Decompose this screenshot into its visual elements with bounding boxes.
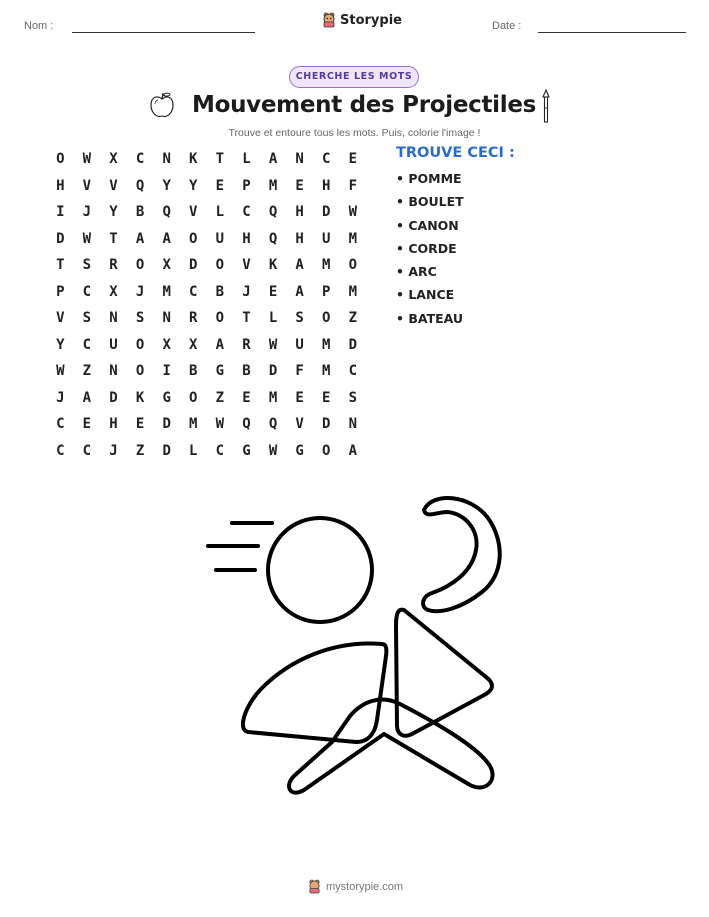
- grid-cell[interactable]: C: [82, 283, 92, 300]
- grid-row: [47, 358, 366, 385]
- grid-cell[interactable]: R: [242, 336, 251, 353]
- grid-cell[interactable]: E: [348, 151, 358, 168]
- brand-logo: [322, 12, 402, 28]
- grid-cell[interactable]: H: [109, 416, 118, 433]
- grid-cell[interactable]: C: [242, 204, 251, 221]
- word-search-grid: [47, 146, 366, 464]
- grid-cell[interactable]: Q: [242, 416, 251, 433]
- grid-cell[interactable]: M: [322, 363, 331, 380]
- grid-cell[interactable]: U: [215, 230, 225, 247]
- wing-shape: [243, 643, 386, 742]
- grid-cell[interactable]: E: [322, 389, 331, 406]
- grid-cell[interactable]: M: [322, 257, 331, 274]
- grid-cell[interactable]: O: [215, 257, 225, 274]
- grid-cell[interactable]: T: [242, 310, 251, 327]
- grid-cell[interactable]: B: [215, 283, 225, 300]
- grid-cell[interactable]: D: [322, 416, 331, 433]
- grid-cell[interactable]: N: [162, 310, 171, 327]
- grid-cell[interactable]: G: [242, 442, 251, 459]
- grid-cell[interactable]: A: [82, 389, 92, 406]
- grid-cell[interactable]: B: [242, 363, 251, 380]
- grid-cell[interactable]: Z: [135, 442, 145, 459]
- grid-cell[interactable]: Y: [109, 204, 118, 221]
- grid-cell[interactable]: H: [322, 177, 331, 194]
- grid-cell[interactable]: C: [56, 416, 65, 433]
- apple-icon: [148, 90, 176, 120]
- grid-cell[interactable]: O: [348, 257, 358, 274]
- grid-cell[interactable]: H: [295, 230, 304, 247]
- grid-cell[interactable]: W: [215, 416, 225, 433]
- name-line: [72, 32, 255, 33]
- grid-cell[interactable]: N: [348, 416, 358, 433]
- grid-cell[interactable]: Z: [215, 389, 225, 406]
- footer-url: mystorypie.com: [326, 880, 404, 893]
- grid-cell[interactable]: Y: [189, 177, 198, 194]
- grid-cell[interactable]: W: [268, 336, 278, 353]
- grid-cell[interactable]: V: [82, 177, 92, 194]
- grid-cell[interactable]: Z: [348, 310, 358, 327]
- grid-cell[interactable]: D: [162, 442, 171, 459]
- grid-cell[interactable]: O: [322, 442, 331, 459]
- grid-cell[interactable]: I: [162, 363, 171, 380]
- grid-cell[interactable]: C: [56, 442, 65, 459]
- grid-cell[interactable]: W: [82, 230, 92, 247]
- grid-cell[interactable]: N: [109, 363, 118, 380]
- grid-cell[interactable]: A: [268, 151, 278, 168]
- grid-cell[interactable]: W: [82, 151, 92, 168]
- boomerang-shape: [289, 700, 493, 793]
- grid-cell[interactable]: X: [109, 151, 118, 168]
- grid-cell[interactable]: U: [109, 336, 118, 353]
- grid-cell[interactable]: L: [189, 442, 198, 459]
- grid-cell[interactable]: X: [189, 336, 198, 353]
- grid-cell[interactable]: D: [56, 230, 65, 247]
- grid-cell[interactable]: A: [295, 283, 304, 300]
- grid-cell[interactable]: V: [242, 257, 251, 274]
- grid-cell[interactable]: D: [109, 389, 118, 406]
- name-label: Nom :: [24, 20, 54, 32]
- grid-cell[interactable]: A: [295, 257, 304, 274]
- grid-cell[interactable]: X: [162, 336, 171, 353]
- grid-cell[interactable]: E: [295, 177, 304, 194]
- grid-row: [47, 173, 366, 200]
- grid-row: [47, 332, 366, 359]
- grid-cell[interactable]: O: [135, 363, 145, 380]
- grid-cell[interactable]: K: [189, 151, 198, 168]
- grid-cell[interactable]: W: [348, 204, 358, 221]
- grid-row: [47, 252, 366, 279]
- grid-row: [47, 146, 366, 173]
- grid-cell[interactable]: G: [162, 389, 171, 406]
- grid-cell[interactable]: D: [322, 204, 331, 221]
- grid-cell[interactable]: S: [82, 310, 92, 327]
- grid-cell[interactable]: K: [268, 257, 278, 274]
- grid-cell[interactable]: A: [348, 442, 358, 459]
- grid-cell[interactable]: G: [295, 442, 304, 459]
- grid-cell[interactable]: J: [109, 442, 118, 459]
- grid-cell[interactable]: D: [268, 363, 278, 380]
- grid-cell[interactable]: O: [189, 230, 198, 247]
- grid-cell[interactable]: H: [295, 204, 304, 221]
- grid-cell[interactable]: B: [189, 363, 198, 380]
- grid-cell[interactable]: M: [268, 389, 278, 406]
- grid-cell[interactable]: W: [56, 363, 65, 380]
- word-list: [396, 171, 464, 334]
- grid-cell[interactable]: M: [268, 177, 278, 194]
- grid-cell[interactable]: Y: [162, 177, 171, 194]
- grid-cell[interactable]: B: [135, 204, 145, 221]
- grid-row: [47, 279, 366, 306]
- grid-cell[interactable]: V: [295, 416, 304, 433]
- grid-cell[interactable]: V: [189, 204, 198, 221]
- grid-cell[interactable]: J: [242, 283, 251, 300]
- word-item-arc: • ARC: [396, 264, 437, 280]
- grid-cell[interactable]: S: [295, 310, 304, 327]
- grid-cell[interactable]: P: [56, 283, 65, 300]
- storypie-footer-logo-icon: [308, 879, 321, 894]
- grid-cell[interactable]: E: [295, 389, 304, 406]
- word-item-canon: • CANON: [396, 217, 459, 233]
- grid-cell[interactable]: Q: [135, 177, 145, 194]
- grid-cell[interactable]: E: [135, 416, 145, 433]
- grid-cell[interactable]: C: [135, 151, 145, 168]
- grid-cell[interactable]: P: [242, 177, 251, 194]
- grid-cell[interactable]: G: [215, 363, 225, 380]
- grid-cell[interactable]: Q: [268, 230, 278, 247]
- grid-cell[interactable]: E: [242, 389, 251, 406]
- worksheet-type-badge: CHERCHE LES MOTS: [289, 66, 419, 88]
- grid-cell[interactable]: D: [162, 416, 171, 433]
- grid-cell[interactable]: M: [348, 283, 358, 300]
- grid-cell[interactable]: X: [162, 257, 171, 274]
- grid-cell[interactable]: M: [322, 336, 331, 353]
- grid-cell[interactable]: S: [82, 257, 92, 274]
- grid-cell[interactable]: O: [135, 257, 145, 274]
- grid-cell[interactable]: E: [215, 177, 225, 194]
- grid-cell[interactable]: Q: [268, 204, 278, 221]
- grid-cell[interactable]: J: [56, 389, 65, 406]
- grid-row: [47, 438, 366, 465]
- grid-cell[interactable]: N: [109, 310, 118, 327]
- grid-cell[interactable]: S: [135, 310, 145, 327]
- grid-cell[interactable]: T: [56, 257, 65, 274]
- grid-cell[interactable]: W: [268, 442, 278, 459]
- word-list-title: TROUVE CECI :: [396, 145, 515, 161]
- grid-cell[interactable]: Y: [56, 336, 65, 353]
- grid-row: [47, 385, 366, 412]
- grid-cell[interactable]: A: [162, 230, 171, 247]
- word-item-bateau: • BATEAU: [396, 310, 464, 326]
- grid-cell[interactable]: A: [215, 336, 225, 353]
- grid-cell[interactable]: L: [242, 151, 251, 168]
- grid-row: [47, 226, 366, 253]
- storypie-logo-icon: [322, 12, 336, 28]
- grid-cell[interactable]: F: [348, 177, 358, 194]
- grid-cell[interactable]: P: [322, 283, 331, 300]
- grid-cell[interactable]: I: [56, 204, 65, 221]
- grid-cell[interactable]: M: [162, 283, 171, 300]
- grid-cell[interactable]: O: [322, 310, 331, 327]
- grid-cell[interactable]: F: [295, 363, 304, 380]
- date-label: Date :: [492, 20, 522, 32]
- grid-cell[interactable]: Z: [82, 363, 92, 380]
- grid-cell[interactable]: V: [56, 310, 65, 327]
- spear-icon: [538, 88, 554, 124]
- word-item-lance: • LANCE: [396, 287, 455, 303]
- grid-cell[interactable]: M: [348, 230, 358, 247]
- grid-row: [47, 305, 366, 332]
- grid-cell[interactable]: D: [348, 336, 358, 353]
- ball-shape: [268, 518, 372, 622]
- projectile-motion-illustration: [0, 480, 709, 820]
- grid-cell[interactable]: A: [135, 230, 145, 247]
- grid-cell[interactable]: X: [109, 283, 118, 300]
- grid-cell[interactable]: C: [215, 442, 225, 459]
- brand-name: Storypie: [340, 12, 402, 28]
- grid-cell[interactable]: T: [215, 151, 225, 168]
- grid-cell[interactable]: E: [268, 283, 278, 300]
- word-item-corde: • CORDE: [396, 240, 457, 256]
- grid-cell[interactable]: J: [82, 204, 92, 221]
- grid-cell[interactable]: H: [242, 230, 251, 247]
- grid-cell[interactable]: V: [109, 177, 118, 194]
- grid-cell[interactable]: D: [189, 257, 198, 274]
- arc-trail-shape: [423, 498, 500, 611]
- page-title: Mouvement des Projectiles: [192, 92, 537, 118]
- grid-cell[interactable]: N: [162, 151, 171, 168]
- grid-cell[interactable]: K: [135, 389, 145, 406]
- grid-row: [47, 411, 366, 438]
- grid-cell[interactable]: U: [295, 336, 304, 353]
- grid-cell[interactable]: L: [215, 204, 225, 221]
- grid-cell[interactable]: L: [268, 310, 278, 327]
- grid-cell[interactable]: N: [295, 151, 304, 168]
- grid-cell[interactable]: C: [348, 363, 358, 380]
- grid-cell[interactable]: O: [56, 151, 65, 168]
- grid-cell[interactable]: Q: [162, 204, 171, 221]
- grid-cell[interactable]: O: [135, 336, 145, 353]
- grid-cell[interactable]: Q: [268, 416, 278, 433]
- grid-cell[interactable]: R: [109, 257, 118, 274]
- grid-cell[interactable]: M: [189, 416, 198, 433]
- grid-cell[interactable]: C: [322, 151, 331, 168]
- grid-cell[interactable]: J: [135, 283, 145, 300]
- grid-cell[interactable]: C: [82, 442, 92, 459]
- grid-cell[interactable]: T: [109, 230, 118, 247]
- grid-row: [47, 199, 366, 226]
- grid-cell[interactable]: E: [82, 416, 92, 433]
- grid-cell[interactable]: C: [82, 336, 92, 353]
- grid-cell[interactable]: O: [215, 310, 225, 327]
- date-line: [538, 32, 686, 33]
- grid-cell[interactable]: U: [322, 230, 331, 247]
- triangle-shape: [396, 610, 492, 736]
- grid-cell[interactable]: S: [348, 389, 358, 406]
- footer: [308, 879, 403, 894]
- grid-cell[interactable]: C: [189, 283, 198, 300]
- word-item-pomme: • POMME: [396, 171, 462, 186]
- instructions: Trouve et entoure tous les mots. Puis, colorie l'image !: [228, 127, 481, 139]
- grid-cell[interactable]: O: [189, 389, 198, 406]
- grid-cell[interactable]: H: [56, 177, 65, 194]
- grid-cell[interactable]: R: [189, 310, 198, 327]
- word-item-boulet: • BOULET: [396, 194, 464, 210]
